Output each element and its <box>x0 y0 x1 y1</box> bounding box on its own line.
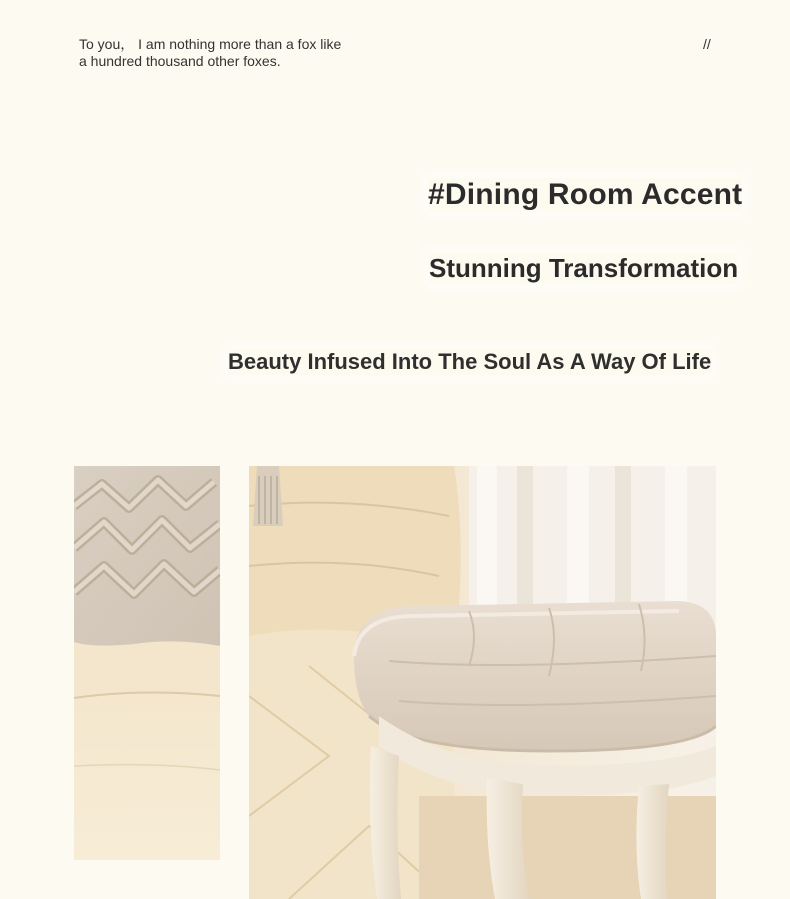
tagline: Beauty Infused Into The Soul As A Way Of Life <box>228 349 712 374</box>
intro-quote <box>79 36 379 70</box>
heading-dining-room-accent: #Dining Room Accent <box>428 178 743 211</box>
heading-stunning-transformation: Stunning Transformation <box>429 253 739 283</box>
quote-line-2: a hundred thousand other foxes. <box>79 53 281 69</box>
sofa-pillow-photo <box>74 466 220 860</box>
tufted-stool-photo <box>249 466 716 899</box>
quote-line-1: To you， I am nothing more than a fox like <box>79 36 342 52</box>
quote-mark: // <box>703 36 711 52</box>
